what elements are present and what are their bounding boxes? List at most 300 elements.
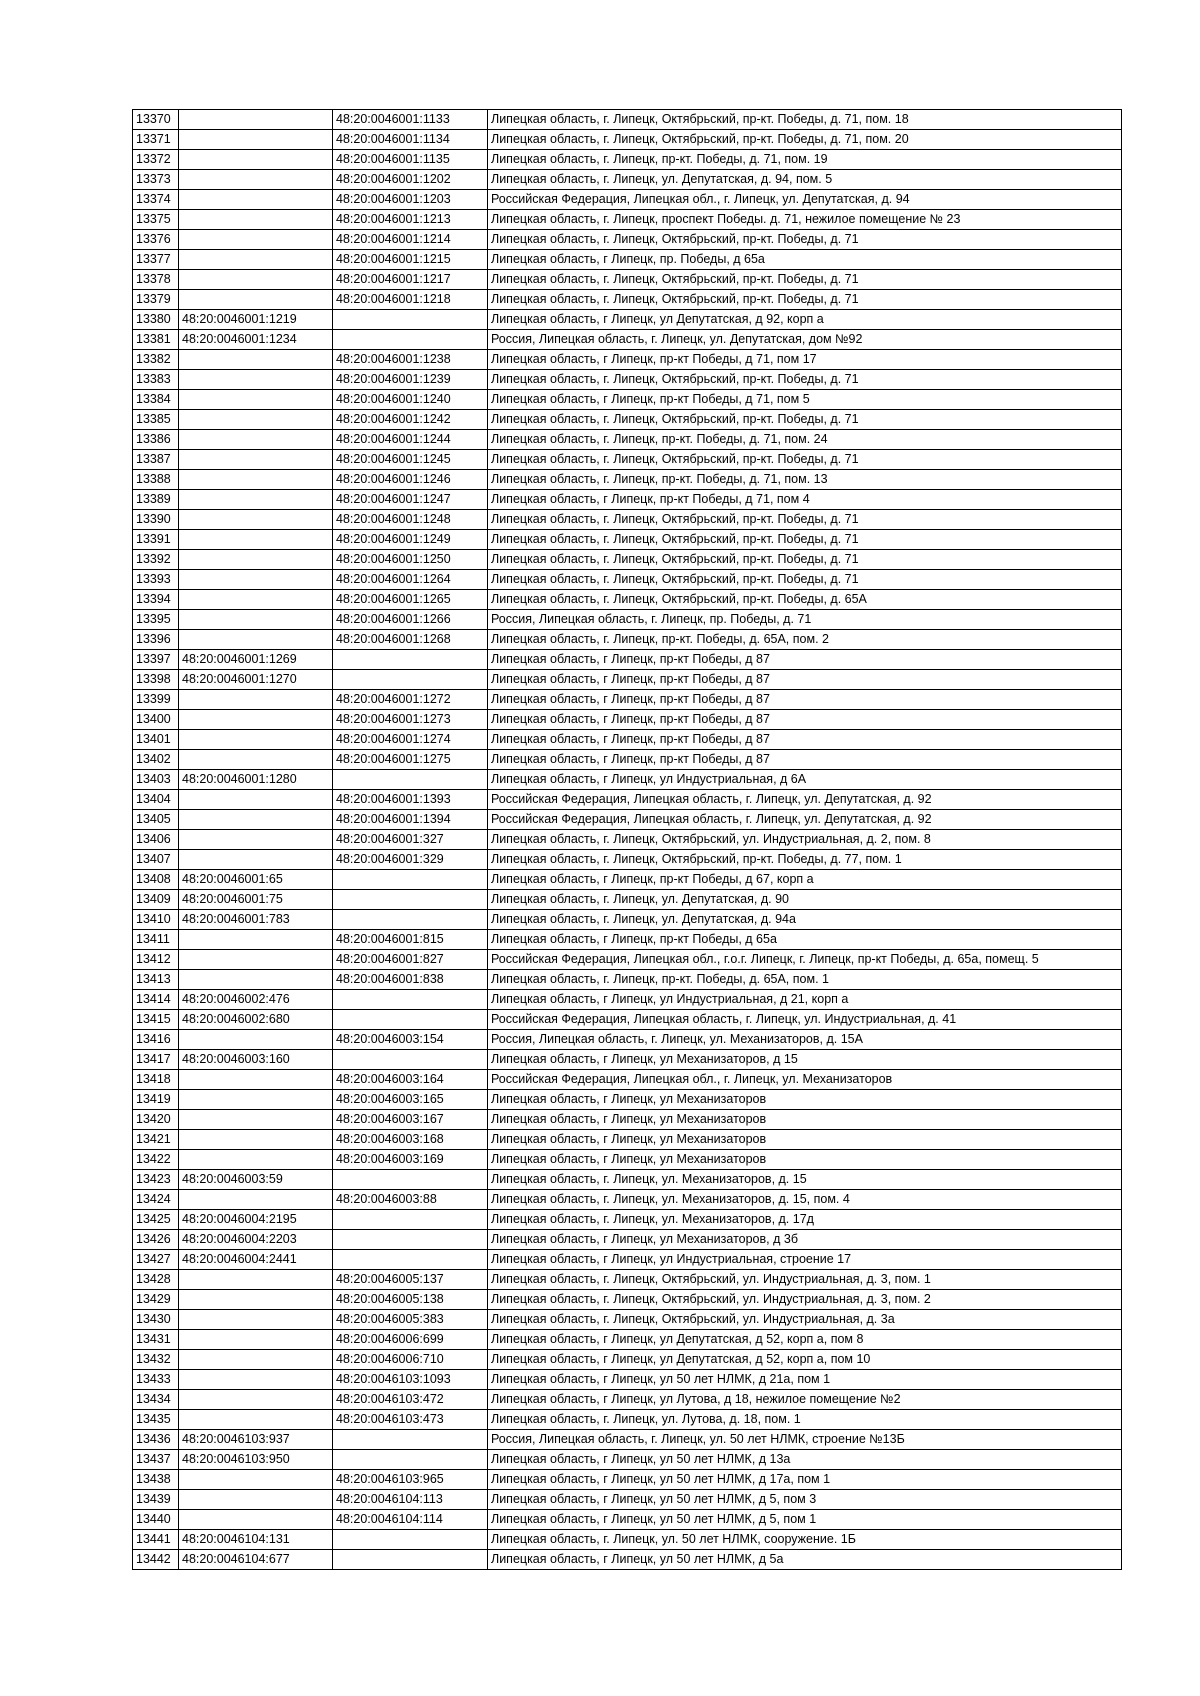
building-cadastral-number-cell: [179, 730, 333, 750]
row-number-cell: 13424: [133, 1190, 179, 1210]
table-row: [133, 1110, 1122, 1130]
building-cadastral-number-cell: [179, 970, 333, 990]
premises-cadastral-number-cell: 48:20:0046003:165: [333, 1090, 488, 1110]
table-row: [133, 1030, 1122, 1050]
table-row: [133, 210, 1122, 230]
premises-cadastral-number-cell: 48:20:0046001:1217: [333, 270, 488, 290]
building-cadastral-number-cell: 48:20:0046001:65: [179, 870, 333, 890]
building-cadastral-number-cell: [179, 1290, 333, 1310]
table-row: [133, 1170, 1122, 1190]
row-number-cell: 13391: [133, 530, 179, 550]
address-cell: Липецкая область, г. Липецк, Октябрьский, пр-кт. Победы, д. 71: [488, 290, 1122, 310]
row-number-cell: 13371: [133, 130, 179, 150]
premises-cadastral-number-cell: 48:20:0046001:1393: [333, 790, 488, 810]
building-cadastral-number-cell: [179, 590, 333, 610]
building-cadastral-number-cell: 48:20:0046104:131: [179, 1530, 333, 1550]
address-cell: Липецкая область, г. Липецк, Октябрьский, пр-кт. Победы, д. 71: [488, 450, 1122, 470]
premises-cadastral-number-cell: 48:20:0046001:1247: [333, 490, 488, 510]
table-row: [133, 1310, 1122, 1330]
address-cell: Липецкая область, г. Липецк, проспект Победы. д. 71, нежилое помещение № 23: [488, 210, 1122, 230]
row-number-cell: 13428: [133, 1270, 179, 1290]
row-number-cell: 13389: [133, 490, 179, 510]
table-row: [133, 1390, 1122, 1410]
row-number-cell: 13413: [133, 970, 179, 990]
table-row: [133, 150, 1122, 170]
table-row: [133, 390, 1122, 410]
building-cadastral-number-cell: [179, 930, 333, 950]
building-cadastral-number-cell: [179, 690, 333, 710]
row-number-cell: 13396: [133, 630, 179, 650]
premises-cadastral-number-cell: 48:20:0046103:472: [333, 1390, 488, 1410]
building-cadastral-number-cell: [179, 250, 333, 270]
building-cadastral-number-cell: [179, 210, 333, 230]
table-row: [133, 1450, 1122, 1470]
row-number-cell: 13404: [133, 790, 179, 810]
premises-cadastral-number-cell: 48:20:0046001:1242: [333, 410, 488, 430]
building-cadastral-number-cell: 48:20:0046001:1280: [179, 770, 333, 790]
building-cadastral-number-cell: 48:20:0046002:680: [179, 1010, 333, 1030]
row-number-cell: 13381: [133, 330, 179, 350]
row-number-cell: 13405: [133, 810, 179, 830]
table-row: [133, 790, 1122, 810]
table-row: [133, 750, 1122, 770]
building-cadastral-number-cell: 48:20:0046002:476: [179, 990, 333, 1010]
address-cell: Липецкая область, г. Липецк, Октябрьский, пр-кт. Победы, д. 71: [488, 510, 1122, 530]
address-cell: Липецкая область, г. Липецк, Октябрьский, пр-кт. Победы, д. 71: [488, 370, 1122, 390]
row-number-cell: 13373: [133, 170, 179, 190]
address-cell: Российская Федерация, Липецкая обл., г.о.г. Липецк, г. Липецк, пр-кт Победы, д. 65а, помещ. 5: [488, 950, 1122, 970]
address-cell: Липецкая область, г Липецк, ул Депутатская, д 52, корп а, пом 10: [488, 1350, 1122, 1370]
table-row: [133, 450, 1122, 470]
address-cell: Липецкая область, г. Липецк, пр-кт. Победы, д. 71, пом. 13: [488, 470, 1122, 490]
address-cell: Липецкая область, г. Липецк, ул. Механизаторов, д. 15, пом. 4: [488, 1190, 1122, 1210]
table-row: [133, 870, 1122, 890]
row-number-cell: 13429: [133, 1290, 179, 1310]
building-cadastral-number-cell: [179, 350, 333, 370]
table-row: [133, 610, 1122, 630]
address-cell: Российская Федерация, Липецкая обл., г. Липецк, ул. Депутатская, д. 94: [488, 190, 1122, 210]
building-cadastral-number-cell: [179, 510, 333, 530]
premises-cadastral-number-cell: 48:20:0046001:1133: [333, 110, 488, 130]
address-cell: Липецкая область, г Липецк, ул 50 лет НЛМК, д 13а: [488, 1450, 1122, 1470]
address-cell: Липецкая область, г. Липецк, пр-кт. Победы, д. 65А, пом. 2: [488, 630, 1122, 650]
row-number-cell: 13376: [133, 230, 179, 250]
address-cell: Липецкая область, г. Липецк, ул. Депутатская, д. 94а: [488, 910, 1122, 930]
table-row: [133, 730, 1122, 750]
building-cadastral-number-cell: [179, 850, 333, 870]
address-cell: Липецкая область, г Липецк, ул 50 лет НЛМК, д 21а, пом 1: [488, 1370, 1122, 1390]
premises-cadastral-number-cell: 48:20:0046003:167: [333, 1110, 488, 1130]
premises-cadastral-number-cell: 48:20:0046006:699: [333, 1330, 488, 1350]
row-number-cell: 13397: [133, 650, 179, 670]
address-cell: Липецкая область, г. Липецк, Октябрьский, ул. Индустриальная, д. 2, пом. 8: [488, 830, 1122, 850]
premises-cadastral-number-cell: 48:20:0046001:1202: [333, 170, 488, 190]
row-number-cell: 13406: [133, 830, 179, 850]
address-cell: Липецкая область, г. Липецк, ул. 50 лет НЛМК, сооружение. 1Б: [488, 1530, 1122, 1550]
address-cell: Липецкая область, г Липецк, пр-кт Победы, д 65а: [488, 930, 1122, 950]
table-row: [133, 510, 1122, 530]
premises-cadastral-number-cell: 48:20:0046001:1249: [333, 530, 488, 550]
building-cadastral-number-cell: 48:20:0046104:677: [179, 1550, 333, 1570]
row-number-cell: 13386: [133, 430, 179, 450]
table-row: [133, 1010, 1122, 1030]
row-number-cell: 13411: [133, 930, 179, 950]
row-number-cell: 13442: [133, 1550, 179, 1570]
row-number-cell: 13374: [133, 190, 179, 210]
premises-cadastral-number-cell: [333, 310, 488, 330]
building-cadastral-number-cell: [179, 1470, 333, 1490]
premises-cadastral-number-cell: 48:20:0046103:965: [333, 1470, 488, 1490]
row-number-cell: 13436: [133, 1430, 179, 1450]
address-cell: Липецкая область, г. Липецк, ул. Лутова, д. 18, пом. 1: [488, 1410, 1122, 1430]
premises-cadastral-number-cell: 48:20:0046001:1250: [333, 550, 488, 570]
building-cadastral-number-cell: [179, 630, 333, 650]
address-cell: Липецкая область, г Липецк, ул Депутатская, д 52, корп а, пом 8: [488, 1330, 1122, 1350]
premises-cadastral-number-cell: 48:20:0046001:1218: [333, 290, 488, 310]
table-row: [133, 1070, 1122, 1090]
premises-cadastral-number-cell: 48:20:0046006:710: [333, 1350, 488, 1370]
premises-cadastral-number-cell: 48:20:0046001:1268: [333, 630, 488, 650]
address-cell: Липецкая область, г Липецк, пр-кт Победы, д 67, корп а: [488, 870, 1122, 890]
table-row: [133, 890, 1122, 910]
premises-cadastral-number-cell: [333, 1230, 488, 1250]
row-number-cell: 13408: [133, 870, 179, 890]
address-cell: Липецкая область, г Липецк, ул Индустриальная, д 21, корп а: [488, 990, 1122, 1010]
row-number-cell: 13387: [133, 450, 179, 470]
table-row: [133, 350, 1122, 370]
building-cadastral-number-cell: [179, 1390, 333, 1410]
address-cell: Липецкая область, г Липецк, пр-кт Победы, д 87: [488, 690, 1122, 710]
premises-cadastral-number-cell: [333, 1050, 488, 1070]
address-cell: Липецкая область, г Липецк, пр-кт Победы, д 71, пом 5: [488, 390, 1122, 410]
row-number-cell: 13425: [133, 1210, 179, 1230]
row-number-cell: 13407: [133, 850, 179, 870]
row-number-cell: 13409: [133, 890, 179, 910]
address-cell: Липецкая область, г. Липецк, ул. Механизаторов, д. 17д: [488, 1210, 1122, 1230]
building-cadastral-number-cell: 48:20:0046003:160: [179, 1050, 333, 1070]
building-cadastral-number-cell: [179, 1030, 333, 1050]
table-row: [133, 1470, 1122, 1490]
premises-cadastral-number-cell: 48:20:0046003:88: [333, 1190, 488, 1210]
table-row: [133, 1330, 1122, 1350]
building-cadastral-number-cell: [179, 1370, 333, 1390]
row-number-cell: 13401: [133, 730, 179, 750]
table-row: [133, 770, 1122, 790]
premises-cadastral-number-cell: 48:20:0046001:1238: [333, 350, 488, 370]
building-cadastral-number-cell: [179, 1090, 333, 1110]
table-row: [133, 850, 1122, 870]
building-cadastral-number-cell: [179, 150, 333, 170]
address-cell: Липецкая область, г. Липецк, ул. Механизаторов, д. 15: [488, 1170, 1122, 1190]
row-number-cell: 13421: [133, 1130, 179, 1150]
row-number-cell: 13419: [133, 1090, 179, 1110]
address-cell: Липецкая область, г Липецк, ул Лутова, д 18, нежилое помещение №2: [488, 1390, 1122, 1410]
table-row: [133, 810, 1122, 830]
row-number-cell: 13420: [133, 1110, 179, 1130]
building-cadastral-number-cell: [179, 1130, 333, 1150]
premises-cadastral-number-cell: 48:20:0046001:1246: [333, 470, 488, 490]
building-cadastral-number-cell: [179, 490, 333, 510]
table-row: [133, 950, 1122, 970]
row-number-cell: 13433: [133, 1370, 179, 1390]
address-cell: Липецкая область, г. Липецк, ул. Депутатская, д. 94, пом. 5: [488, 170, 1122, 190]
building-cadastral-number-cell: [179, 130, 333, 150]
premises-cadastral-number-cell: 48:20:0046001:1264: [333, 570, 488, 590]
premises-cadastral-number-cell: [333, 770, 488, 790]
address-cell: Липецкая область, г Липецк, ул Механизаторов: [488, 1150, 1122, 1170]
address-cell: Липецкая область, г. Липецк, Октябрьский, пр-кт. Победы, д. 71: [488, 570, 1122, 590]
address-cell: Липецкая область, г Липецк, пр-кт Победы, д 87: [488, 710, 1122, 730]
table-row: [133, 1410, 1122, 1430]
building-cadastral-number-cell: [179, 1350, 333, 1370]
table-row: [133, 410, 1122, 430]
row-number-cell: 13418: [133, 1070, 179, 1090]
address-cell: Липецкая область, г. Липецк, Октябрьский, пр-кт. Победы, д. 71: [488, 410, 1122, 430]
table-row: [133, 230, 1122, 250]
table-row: [133, 650, 1122, 670]
building-cadastral-number-cell: 48:20:0046103:950: [179, 1450, 333, 1470]
registry-body: [133, 110, 1122, 1570]
building-cadastral-number-cell: [179, 710, 333, 730]
table-row: [133, 1090, 1122, 1110]
building-cadastral-number-cell: 48:20:0046004:2203: [179, 1230, 333, 1250]
premises-cadastral-number-cell: 48:20:0046001:329: [333, 850, 488, 870]
building-cadastral-number-cell: [179, 750, 333, 770]
table-row: [133, 290, 1122, 310]
address-cell: Липецкая область, г Липецк, ул 50 лет НЛМК, д 17а, пом 1: [488, 1470, 1122, 1490]
building-cadastral-number-cell: 48:20:0046001:783: [179, 910, 333, 930]
building-cadastral-number-cell: [179, 430, 333, 450]
table-row: [133, 1130, 1122, 1150]
building-cadastral-number-cell: 48:20:0046004:2441: [179, 1250, 333, 1270]
address-cell: Липецкая область, г Липецк, ул Индустриальная, строение 17: [488, 1250, 1122, 1270]
building-cadastral-number-cell: [179, 570, 333, 590]
address-cell: Липецкая область, г Липецк, ул Механизаторов: [488, 1110, 1122, 1130]
premises-cadastral-number-cell: [333, 1550, 488, 1570]
table-row: [133, 1370, 1122, 1390]
table-row: [133, 830, 1122, 850]
address-cell: Липецкая область, г. Липецк, Октябрьский, ул. Индустриальная, д. 3а: [488, 1310, 1122, 1330]
building-cadastral-number-cell: [179, 1490, 333, 1510]
row-number-cell: 13383: [133, 370, 179, 390]
building-cadastral-number-cell: 48:20:0046004:2195: [179, 1210, 333, 1230]
premises-cadastral-number-cell: 48:20:0046001:1214: [333, 230, 488, 250]
table-row: [133, 1490, 1122, 1510]
table-row: [133, 1050, 1122, 1070]
address-cell: Липецкая область, г. Липецк, пр-кт. Победы, д. 71, пом. 19: [488, 150, 1122, 170]
table-row: [133, 970, 1122, 990]
table-row: [133, 470, 1122, 490]
row-number-cell: 13415: [133, 1010, 179, 1030]
row-number-cell: 13410: [133, 910, 179, 930]
address-cell: Российская Федерация, Липецкая область, г. Липецк, ул. Индустриальная, д. 41: [488, 1010, 1122, 1030]
building-cadastral-number-cell: [179, 1510, 333, 1530]
premises-cadastral-number-cell: 48:20:0046001:1274: [333, 730, 488, 750]
premises-cadastral-number-cell: 48:20:0046003:168: [333, 1130, 488, 1150]
address-cell: Липецкая область, г Липецк, ул Индустриальная, д 6А: [488, 770, 1122, 790]
address-cell: Липецкая область, г. Липецк, Октябрьский, ул. Индустриальная, д. 3, пом. 1: [488, 1270, 1122, 1290]
building-cadastral-number-cell: [179, 410, 333, 430]
building-cadastral-number-cell: 48:20:0046001:1219: [179, 310, 333, 330]
building-cadastral-number-cell: [179, 550, 333, 570]
building-cadastral-number-cell: [179, 190, 333, 210]
table-row: [133, 1510, 1122, 1530]
table-row: [133, 250, 1122, 270]
row-number-cell: 13437: [133, 1450, 179, 1470]
premises-cadastral-number-cell: 48:20:0046104:113: [333, 1490, 488, 1510]
premises-cadastral-number-cell: 48:20:0046001:827: [333, 950, 488, 970]
premises-cadastral-number-cell: [333, 870, 488, 890]
premises-cadastral-number-cell: 48:20:0046001:1394: [333, 810, 488, 830]
table-row: [133, 110, 1122, 130]
premises-cadastral-number-cell: [333, 1450, 488, 1470]
address-cell: Российская Федерация, Липецкая область, г. Липецк, ул. Депутатская, д. 92: [488, 790, 1122, 810]
address-cell: Липецкая область, г Липецк, ул 50 лет НЛМК, д 5, пом 1: [488, 1510, 1122, 1530]
building-cadastral-number-cell: [179, 470, 333, 490]
premises-cadastral-number-cell: 48:20:0046001:327: [333, 830, 488, 850]
table-row: [133, 530, 1122, 550]
row-number-cell: 13380: [133, 310, 179, 330]
row-number-cell: 13423: [133, 1170, 179, 1190]
address-cell: Липецкая область, г Липецк, пр. Победы, д 65а: [488, 250, 1122, 270]
building-cadastral-number-cell: [179, 390, 333, 410]
premises-cadastral-number-cell: [333, 670, 488, 690]
row-number-cell: 13412: [133, 950, 179, 970]
address-cell: Липецкая область, г Липецк, пр-кт Победы, д 87: [488, 670, 1122, 690]
premises-cadastral-number-cell: 48:20:0046001:1239: [333, 370, 488, 390]
row-number-cell: 13416: [133, 1030, 179, 1050]
premises-cadastral-number-cell: [333, 890, 488, 910]
building-cadastral-number-cell: [179, 290, 333, 310]
row-number-cell: 13441: [133, 1530, 179, 1550]
row-number-cell: 13426: [133, 1230, 179, 1250]
address-cell: Липецкая область, г Липецк, ул Механизаторов, д 15: [488, 1050, 1122, 1070]
premises-cadastral-number-cell: 48:20:0046001:1203: [333, 190, 488, 210]
address-cell: Липецкая область, г Липецк, пр-кт Победы, д 71, пом 17: [488, 350, 1122, 370]
premises-cadastral-number-cell: 48:20:0046003:154: [333, 1030, 488, 1050]
premises-cadastral-number-cell: 48:20:0046005:138: [333, 1290, 488, 1310]
premises-cadastral-number-cell: 48:20:0046001:1244: [333, 430, 488, 450]
row-number-cell: 13427: [133, 1250, 179, 1270]
address-cell: Липецкая область, г Липецк, пр-кт Победы, д 87: [488, 730, 1122, 750]
premises-cadastral-number-cell: 48:20:0046001:1275: [333, 750, 488, 770]
building-cadastral-number-cell: [179, 1150, 333, 1170]
building-cadastral-number-cell: [179, 950, 333, 970]
row-number-cell: 13430: [133, 1310, 179, 1330]
row-number-cell: 13398: [133, 670, 179, 690]
address-cell: Липецкая область, г Липецк, пр-кт Победы, д 87: [488, 650, 1122, 670]
address-cell: Россия, Липецкая область, г. Липецк, ул. Депутатская, дом №92: [488, 330, 1122, 350]
building-cadastral-number-cell: 48:20:0046001:75: [179, 890, 333, 910]
address-cell: Липецкая область, г. Липецк, ул. Депутатская, д. 90: [488, 890, 1122, 910]
building-cadastral-number-cell: 48:20:0046001:1269: [179, 650, 333, 670]
premises-cadastral-number-cell: 48:20:0046001:838: [333, 970, 488, 990]
premises-cadastral-number-cell: 48:20:0046001:1213: [333, 210, 488, 230]
premises-cadastral-number-cell: [333, 910, 488, 930]
premises-cadastral-number-cell: [333, 330, 488, 350]
row-number-cell: 13384: [133, 390, 179, 410]
row-number-cell: 13434: [133, 1390, 179, 1410]
table-row: [133, 130, 1122, 150]
row-number-cell: 13378: [133, 270, 179, 290]
row-number-cell: 13377: [133, 250, 179, 270]
building-cadastral-number-cell: [179, 530, 333, 550]
building-cadastral-number-cell: [179, 1330, 333, 1350]
premises-cadastral-number-cell: 48:20:0046001:1272: [333, 690, 488, 710]
address-cell: Российская Федерация, Липецкая обл., г. Липецк, ул. Механизаторов: [488, 1070, 1122, 1090]
table-row: [133, 1250, 1122, 1270]
row-number-cell: 13431: [133, 1330, 179, 1350]
building-cadastral-number-cell: [179, 610, 333, 630]
table-row: [133, 690, 1122, 710]
address-cell: Липецкая область, г Липецк, ул 50 лет НЛМК, д 5а: [488, 1550, 1122, 1570]
building-cadastral-number-cell: [179, 1110, 333, 1130]
row-number-cell: 13372: [133, 150, 179, 170]
building-cadastral-number-cell: [179, 810, 333, 830]
row-number-cell: 13375: [133, 210, 179, 230]
table-row: [133, 1290, 1122, 1310]
premises-cadastral-number-cell: 48:20:0046001:815: [333, 930, 488, 950]
address-cell: Липецкая область, г. Липецк, Октябрьский, пр-кт. Победы, д. 71, пом. 20: [488, 130, 1122, 150]
building-cadastral-number-cell: [179, 1270, 333, 1290]
table-row: [133, 1530, 1122, 1550]
address-cell: Липецкая область, г Липецк, пр-кт Победы, д 87: [488, 750, 1122, 770]
row-number-cell: 13388: [133, 470, 179, 490]
table-row: [133, 990, 1122, 1010]
row-number-cell: 13432: [133, 1350, 179, 1370]
building-cadastral-number-cell: [179, 1410, 333, 1430]
table-row: [133, 1230, 1122, 1250]
address-cell: Россия, Липецкая область, г. Липецк, ул. Механизаторов, д. 15А: [488, 1030, 1122, 1050]
premises-cadastral-number-cell: [333, 990, 488, 1010]
premises-cadastral-number-cell: [333, 1210, 488, 1230]
row-number-cell: 13394: [133, 590, 179, 610]
address-cell: Липецкая область, г. Липецк, Октябрьский, пр-кт. Победы, д. 71: [488, 230, 1122, 250]
table-row: [133, 170, 1122, 190]
premises-cadastral-number-cell: 48:20:0046001:1240: [333, 390, 488, 410]
premises-cadastral-number-cell: [333, 1250, 488, 1270]
row-number-cell: 13402: [133, 750, 179, 770]
table-row: [133, 490, 1122, 510]
row-number-cell: 13379: [133, 290, 179, 310]
row-number-cell: 13395: [133, 610, 179, 630]
address-cell: Липецкая область, г Липецк, ул Механизаторов: [488, 1090, 1122, 1110]
table-row: [133, 1350, 1122, 1370]
table-row: [133, 190, 1122, 210]
building-cadastral-number-cell: [179, 370, 333, 390]
premises-cadastral-number-cell: 48:20:0046005:137: [333, 1270, 488, 1290]
building-cadastral-number-cell: [179, 170, 333, 190]
building-cadastral-number-cell: [179, 230, 333, 250]
row-number-cell: 13440: [133, 1510, 179, 1530]
address-cell: Российская Федерация, Липецкая область, г. Липецк, ул. Депутатская, д. 92: [488, 810, 1122, 830]
building-cadastral-number-cell: [179, 270, 333, 290]
table-row: [133, 1190, 1122, 1210]
building-cadastral-number-cell: 48:20:0046003:59: [179, 1170, 333, 1190]
table-row: [133, 550, 1122, 570]
table-row: [133, 590, 1122, 610]
building-cadastral-number-cell: [179, 1310, 333, 1330]
premises-cadastral-number-cell: 48:20:0046003:169: [333, 1150, 488, 1170]
premises-cadastral-number-cell: 48:20:0046001:1273: [333, 710, 488, 730]
premises-cadastral-number-cell: 48:20:0046001:1215: [333, 250, 488, 270]
premises-cadastral-number-cell: 48:20:0046001:1266: [333, 610, 488, 630]
address-cell: Липецкая область, г. Липецк, Октябрьский, пр-кт. Победы, д. 65А: [488, 590, 1122, 610]
building-cadastral-number-cell: [179, 450, 333, 470]
table-row: [133, 330, 1122, 350]
address-cell: Россия, Липецкая область, г. Липецк, ул. 50 лет НЛМК, строение №13Б: [488, 1430, 1122, 1450]
building-cadastral-number-cell: [179, 1190, 333, 1210]
